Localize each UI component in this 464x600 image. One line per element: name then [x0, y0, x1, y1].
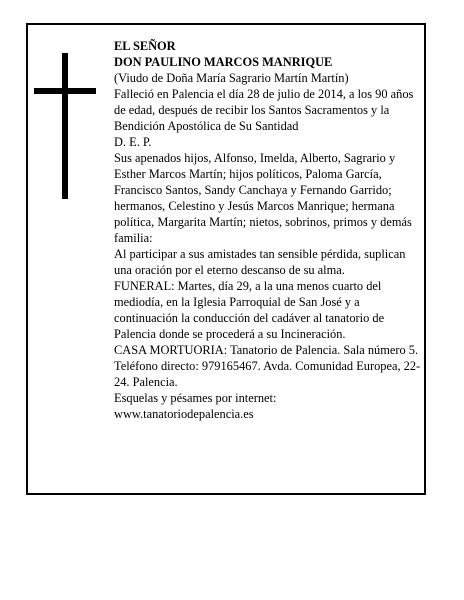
website-link[interactable]: www.tanatoriodepalencia.es — [114, 407, 254, 421]
cross-horizontal-bar — [34, 88, 96, 94]
prayer-request: Al participar a sus amistades tan sensible pérdida, suplican una oración por el eterno descanso de su alma. — [114, 247, 406, 277]
funeral-details: FUNERAL: Martes, día 29, a la una menos cuarto del mediodía, en la Iglesia Parroquial de San José y a continuación la conducción del cadáver al tanatorio de Palencia donde se procederá a su Incineración. — [114, 279, 385, 341]
family-list: Sus apenados hijos, Alfonso, Imelda, Alberto, Sagrario y Esther Marcos Martín; hijos políticos, Paloma García, Francisco Santos, Sandy Canchaya y Fernando Garrido; hermanos, Celestino y Jesús Marcos Manrique; hermana política, Margarita Martín; nietos, sobrinos, primos y demás familia: — [114, 151, 412, 245]
deceased-title: EL SEÑOR — [114, 39, 176, 53]
obituary-text — [114, 38, 424, 422]
deceased-name: DON PAULINO MARCOS MANRIQUE — [114, 55, 333, 69]
cross-icon — [34, 53, 96, 199]
internet-condolences-label: Esquelas y pésames por internet: — [114, 391, 277, 405]
rest-in-peace: D. E. P. — [114, 135, 152, 149]
death-announcement: Falleció en Palencia el día 28 de julio de 2014, a los 90 años de edad, después de recibir los Santos Sacramentos y la Bendición Apostólica de Su Santidad — [114, 87, 414, 133]
widower-note: (Viudo de Doña María Sagrario Martín Martín) — [114, 71, 349, 85]
mortuary-details: CASA MORTUORIA: Tanatorio de Palencia. Sala número 5. Teléfono directo: 979165467. Avda. Comunidad Europea, 22-24. Palencia. — [114, 343, 421, 389]
cross-vertical-bar — [62, 53, 68, 199]
